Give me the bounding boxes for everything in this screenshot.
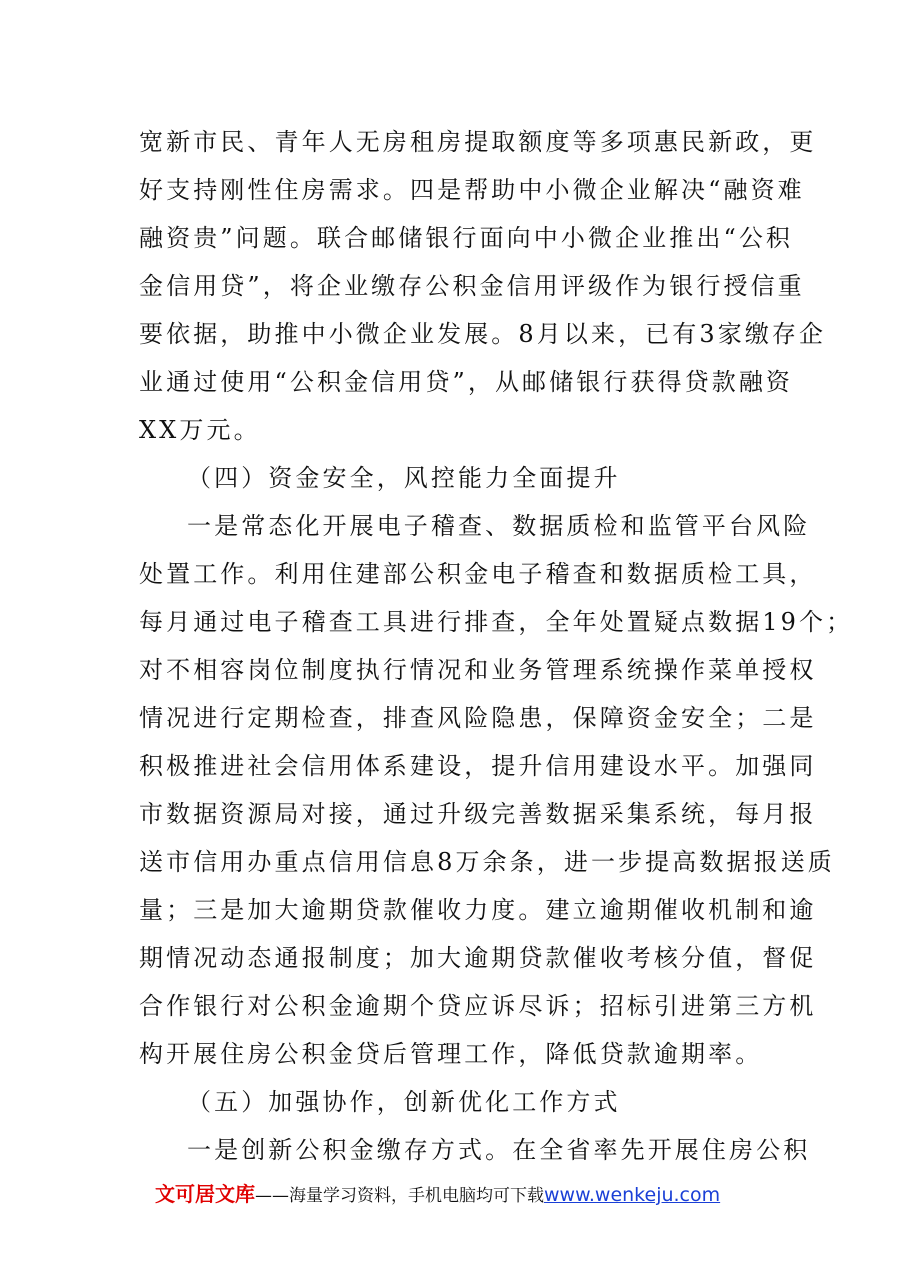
body-line: 量；三是加大逾期贷款催收力度。建立逾期催收机制和逾 xyxy=(139,896,817,924)
body-line: 宽新市民、青年人无房租房提取额度等多项惠民新政，更 xyxy=(139,128,817,156)
body-line: 情况进行定期检查，排查风险隐患，保障资金安全；二是 xyxy=(139,704,817,732)
body-line: 积极推进社会信用体系建设，提升信用建设水平。加强同 xyxy=(139,752,817,780)
body-line: 合作银行对公积金逾期个贷应诉尽诉；招标引进第三方机 xyxy=(139,992,817,1020)
body-line: 业通过使用“公积金信用贷”，从邮储银行获得贷款融资 xyxy=(139,368,794,396)
paragraph-first-line: 一是常态化开展电子稽查、数据质检和监管平台风险 xyxy=(187,512,811,540)
body-line: 对不相容岗位制度执行情况和业务管理系统操作菜单授权 xyxy=(139,656,817,684)
body-line: 要依据，助推中小微企业发展。8月以来，已有3家缴存企 xyxy=(139,320,827,348)
body-line: 期情况动态通报制度；加大逾期贷款催收考核分值，督促 xyxy=(139,944,817,972)
body-line: 处置工作。利用住建部公积金电子稽查和数据质检工具， xyxy=(139,560,817,588)
body-line: 构开展住房公积金贷后管理工作，降低贷款逾期率。 xyxy=(139,1040,763,1068)
body-line: 融资贵”问题。联合邮储银行面向中小微企业推出“公积 xyxy=(139,224,794,252)
paragraph-first-line: 一是创新公积金缴存方式。在全省率先开展住房公积 xyxy=(187,1136,811,1164)
footer-tagline: ——海量学习资料，手机电脑均可下载 xyxy=(255,1186,544,1206)
footer-link[interactable]: www.wenkeju.com xyxy=(544,1184,721,1206)
section-heading-4: （四）资金安全，风控能力全面提升 xyxy=(187,464,621,492)
footer-brand: 文可居文库 xyxy=(155,1182,255,1206)
body-line: 市数据资源局对接，通过升级完善数据采集系统，每月报 xyxy=(139,800,817,828)
section-heading-5: （五）加强协作，创新优化工作方式 xyxy=(187,1088,621,1116)
footer-banner xyxy=(155,1178,720,1214)
body-line: 金信用贷”，将企业缴存公积金信用评级作为银行授信重 xyxy=(139,272,805,300)
body-line: 送市信用办重点信用信息8万余条，进一步提高数据报送质 xyxy=(139,848,835,876)
body-line: XX万元。 xyxy=(139,416,261,444)
body-line: 每月通过电子稽查工具进行排查，全年处置疑点数据19个； xyxy=(139,608,854,636)
body-line: 好支持刚性住房需求。四是帮助中小微企业解决“融资难 xyxy=(139,176,805,204)
